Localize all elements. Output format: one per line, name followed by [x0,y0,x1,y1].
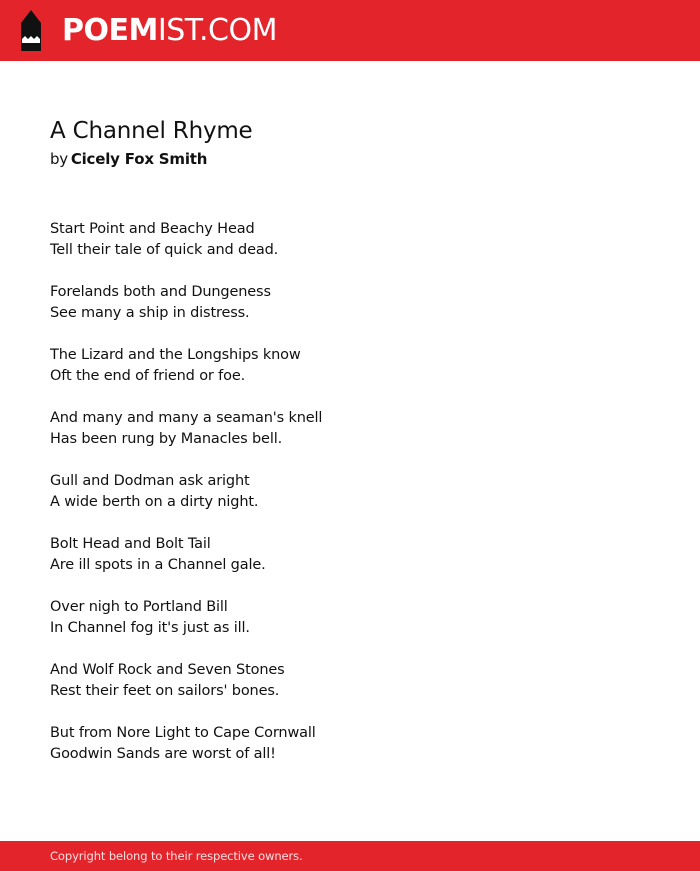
poem-line: The Lizard and the Longships know [50,347,301,363]
poem-line: Oft the end of friend or foe. [50,368,246,384]
copyright-notice: Copyright belong to their respective owners. [50,849,303,863]
poem-line: Over nigh to Portland Bill [50,599,228,615]
logo-text-light: IST.COM [157,13,277,48]
poem-byline [50,149,207,169]
poem-line: Forelands both and Dungeness [50,284,271,300]
site-footer [0,841,700,871]
stanza [50,282,650,324]
poem-line: And Wolf Rock and Seven Stones [50,662,285,678]
stanza [50,534,650,576]
poem-line: Are ill spots in a Channel gale. [50,557,266,573]
logo-text-bold: POEM [62,13,158,48]
site-logo[interactable] [62,12,277,50]
stanza [50,408,650,450]
poem-author: Cicely Fox Smith [70,150,208,168]
poem-line: Rest their feet on sailors' bones. [50,683,280,699]
by-label: by [50,150,68,168]
stanza [50,597,650,639]
poem-line: See many a ship in distress. [50,305,250,321]
poem-line: Start Point and Beachy Head [50,221,255,237]
stanza [50,660,650,702]
poem-line: Bolt Head and Bolt Tail [50,536,211,552]
stanza [50,471,650,513]
poem-line: Gull and Dodman ask aright [50,473,250,489]
poem-line: Has been rung by Manacles bell. [50,431,283,447]
stanza [50,219,650,261]
poem-line: Goodwin Sands are worst of all! [50,746,276,762]
poem-line: Tell their tale of quick and dead. [50,242,279,258]
pencil-icon[interactable] [18,10,44,51]
poem-line: In Channel fog it's just as ill. [50,620,250,636]
stanza [50,345,650,387]
poem-body [50,219,650,786]
poem-line: But from Nore Light to Cape Cornwall [50,725,316,741]
poem-line: A wide berth on a dirty night. [50,494,259,510]
site-header [0,0,700,61]
stanza [50,723,650,765]
poem-line: And many and many a seaman's knell [50,410,323,426]
poem-title: A Channel Rhyme [50,118,253,144]
